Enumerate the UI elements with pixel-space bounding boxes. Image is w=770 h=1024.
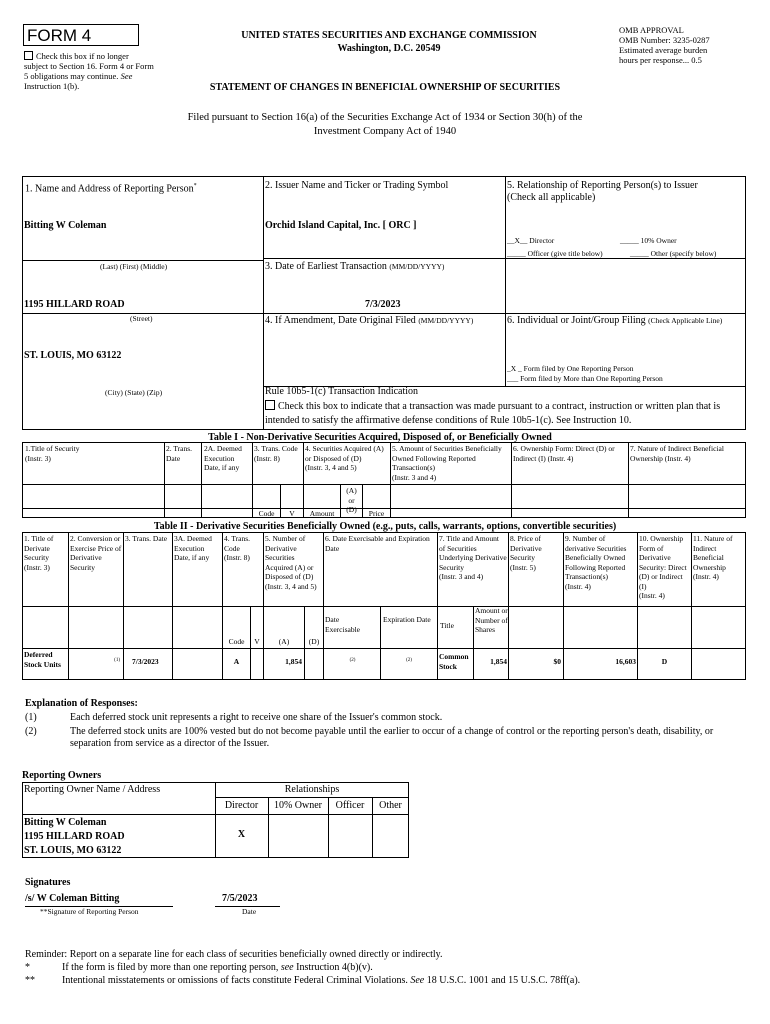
t1-code: Code	[258, 509, 275, 518]
t1-h4: 4. Securities Acquired (A) or Disposed of (D) (Instr. 3, 4 and 5)	[305, 444, 384, 472]
street-caption: (Street)	[130, 314, 153, 323]
no-longer-subject-checkbox[interactable]	[24, 51, 33, 60]
footnote-1: If the form is filed by more than one reporting person, see Instruction 4(b)(v).	[62, 962, 373, 973]
table2-title: Table II - Derivative Securities Beneficially Owned (e.g., puts, calls, warrants, options, convertible securities)	[153, 521, 617, 532]
no-longer-subject-note: Check this box if no longer subject to Section 16. Form 4 or Form 5 obligations may continue. See Instruction 1(b).	[24, 51, 154, 91]
signatures-heading: Signatures	[25, 877, 71, 888]
other-checkbox[interactable]: _____ Other (specify below)	[630, 249, 717, 258]
box5-label: 5. Relationship of Reporting Person(s) to Issuer (Check all applicable)	[507, 180, 698, 203]
t1-h6: 6. Ownership Form: Direct (D) or Indirect (I) (Instr. 4)	[513, 444, 615, 463]
explanation-text-2: The deferred stock units are 100% vested but do not become payable until the earlier to occur of a change of control or the reporting person's death, disability, or separation from service as a director of the Issuer.	[70, 726, 714, 749]
t1-h2: 2. Trans. Date	[166, 444, 193, 463]
t1-h5: 5. Amount of Securities Beneficially Owned Following Reported Transaction(s) (Instr. 3 and 4)	[392, 444, 502, 482]
rule-10b5-title: Rule 10b5-1(c) Transaction Indication	[265, 386, 419, 397]
filed-by-more-persons[interactable]: ___ Form filed by More than One Reporting Person	[507, 374, 663, 383]
signature-date-caption: Date	[242, 907, 257, 916]
t2-h2: 2. Conversion or Exercise Price of Derivative Security	[70, 534, 122, 572]
reporting-person-city: ST. LOUIS, MO 63122	[24, 350, 122, 361]
t2-h8: 8. Price of Derivative Security (Instr. 5)	[510, 534, 542, 572]
reminder-note: Reminder: Report on a separate line for each class of securities beneficially owned directly or indirectly.	[25, 949, 443, 960]
officer-checkbox[interactable]: _____ Officer (give title below)	[507, 249, 603, 258]
row-underlying-amount: 1,854	[490, 657, 507, 666]
deferred-stock-units: Deferred Stock Units	[24, 650, 61, 669]
t2-h11: 11. Nature of Indirect Beneficial Ownership (Instr. 4)	[693, 534, 733, 581]
box1-label: 1. Name and Address of Reporting Person*	[25, 183, 197, 195]
t2-h3a: 3A. Deemed Execution Date, if any	[174, 534, 212, 562]
conversion-footnote-ref[interactable]: (1)	[114, 658, 120, 663]
rule-10b5-text: Check this box to indicate that a transaction was made pursuant to a contract, instruction or written plan that is intended to satisfy the affirmative defense conditions of Rule 10b5-1(c). See Instruction 10.	[265, 401, 721, 426]
t1-h3: 3. Trans. Code (Instr. 8)	[254, 444, 298, 463]
owners-col-ten-pct: 10% Owner	[273, 800, 323, 811]
row-trans-date: 7/3/2023	[132, 657, 159, 666]
statement-title: STATEMENT OF CHANGES IN BENEFICIAL OWNERSHIP OF SECURITIES	[209, 82, 561, 93]
t2-h9: 9. Number of derivative Securities Beneficially Owned Following Reported Transaction(s) (Instr. 4)	[565, 534, 627, 591]
expiration-footnote-ref[interactable]: (2)	[406, 658, 412, 663]
signature-caption: **Signature of Reporting Person	[40, 907, 139, 916]
form-label: FORM 4	[27, 26, 92, 45]
box4-label: 4. If Amendment, Date Original Filed (MM/DD/YYYY)	[265, 315, 474, 326]
explanation-heading: Explanation of Responses:	[25, 698, 138, 709]
table1-title: Table I - Non-Derivative Securities Acquired, Disposed of, or Beneficially Owned	[208, 432, 552, 443]
t2-a: (A)	[278, 637, 290, 646]
t1-amount: Amount	[309, 509, 335, 518]
filed-pursuant: Filed pursuant to Section 16(a) of the Securities Exchange Act of 1934 or Section 30(h) of the Investment Company Act of 1940	[187, 112, 583, 137]
t2-v: V	[254, 637, 260, 646]
city-caption: (City) (State) (Zip)	[105, 388, 163, 397]
t2-h4: 4. Trans. Code (Instr. 8)	[224, 534, 251, 562]
signature-date: 7/5/2023	[222, 893, 258, 904]
reporting-person-name: Bitting W Coleman	[24, 220, 107, 231]
owners-col-other: Other	[379, 800, 402, 811]
owners-col-director: Director	[224, 800, 259, 811]
row-owned-following: 16,603	[615, 657, 636, 666]
t2-h1: 1. Title of Derivate Security (Instr. 3)	[24, 534, 54, 572]
t1-h2a: 2A. Deemed Execution Date, if any	[204, 444, 242, 472]
row-acquired: 1,854	[285, 657, 302, 666]
explanation-num-1: (1)	[25, 712, 37, 723]
box6-label: 6. Individual or Joint/Group Filing (Check Applicable Line)	[507, 315, 723, 326]
t2-code: Code	[228, 637, 245, 646]
explanation-num-2: (2)	[25, 726, 37, 737]
t2-date-exercisable: Date Exercisable	[325, 615, 360, 634]
t2-h6: 6. Date Exercisable and Expiration Date	[325, 534, 430, 553]
t1-v: V	[289, 509, 295, 518]
row-price: $0	[553, 657, 561, 666]
ten-pct-owner-checkbox[interactable]: _____ 10% Owner	[620, 236, 677, 245]
t1-price: Price	[368, 509, 385, 518]
footnote-2: Intentional misstatements or omissions of facts constitute Federal Criminal Violations. See 18 U.S.C. 1001 and 15 U.S.C. 78ff(a).	[62, 975, 581, 986]
row-underlying-title: Common Stock	[439, 652, 469, 671]
box3-label: 3. Date of Earliest Transaction (MM/DD/YYYY)	[265, 261, 445, 272]
exercisable-footnote-ref[interactable]: (2)	[349, 658, 356, 663]
filed-by-one-person[interactable]: _X _ Form filed by One Reporting Person	[507, 364, 634, 373]
owner-director-mark: X	[237, 829, 246, 840]
box2-label: 2. Issuer Name and Ticker or Trading Symbol	[265, 180, 449, 191]
explanation-text-1: Each deferred stock unit represents a right to receive one share of the Issuer's common stock.	[70, 712, 443, 723]
issuer-name: Orchid Island Capital, Inc. [ ORC ]	[265, 220, 417, 231]
footnote-star-1: *	[25, 962, 30, 973]
t2-d: (D)	[308, 637, 320, 646]
reporting-person-street: 1195 HILLARD ROAD	[24, 299, 125, 310]
omb-approval: OMB APPROVAL OMB Number: 3235-0287 Estimated average burden hours per response... 0.5	[619, 25, 710, 65]
row-trans-code: A	[233, 657, 240, 666]
t2-h3: 3. Trans. Date	[125, 534, 168, 543]
t2-h5: 5. Number of Derivative Securities Acquired (A) or Disposed of (D) (Instr. 3, 4 and 5)	[265, 534, 317, 591]
form-label-box	[23, 24, 139, 46]
earliest-transaction-date: 7/3/2023	[365, 299, 401, 310]
t1-h7: 7. Nature of Indirect Beneficial Ownership (Instr. 4)	[630, 444, 724, 463]
reporting-owners-heading: Reporting Owners	[22, 770, 102, 781]
row-ownership-form: D	[661, 657, 668, 666]
name-caption: (Last) (First) (Middle)	[100, 262, 168, 271]
t1-aord: (A) or (D)	[346, 486, 357, 514]
t2-expiration-date: Expiration Date	[383, 615, 431, 624]
t2-h10: 10. Ownership Form of Derivative Security: Direct (D) or Indirect (I) (Instr. 4)	[639, 534, 687, 600]
owners-col-relationships: Relationships	[284, 784, 340, 795]
t2-title-col: Title	[440, 621, 454, 630]
t2-h7: 7. Title and Amount of Securities Underlying Derivative Security (Instr. 3 and 4)	[439, 534, 507, 581]
t1-h1: 1.Title of Security (Instr. 3)	[25, 444, 80, 463]
signature-value: /s/ W Coleman Bitting	[25, 893, 120, 904]
owners-col-officer: Officer	[335, 800, 365, 811]
t2-amount-shares: Amount or Number of Shares	[475, 606, 508, 634]
director-checkbox[interactable]: __X__ Director	[507, 236, 555, 245]
owner-name-address: Bitting W Coleman 1195 HILLARD ROAD ST. LOUIS, MO 63122	[24, 817, 125, 856]
footnote-star-2: **	[25, 975, 35, 986]
owners-col-name: Reporting Owner Name / Address	[24, 784, 161, 795]
rule-10b5-checkbox[interactable]	[265, 400, 275, 410]
agency-name: UNITED STATES SECURITIES AND EXCHANGE COMMISSION	[241, 30, 537, 41]
agency-city: Washington, D.C. 20549	[337, 43, 441, 54]
